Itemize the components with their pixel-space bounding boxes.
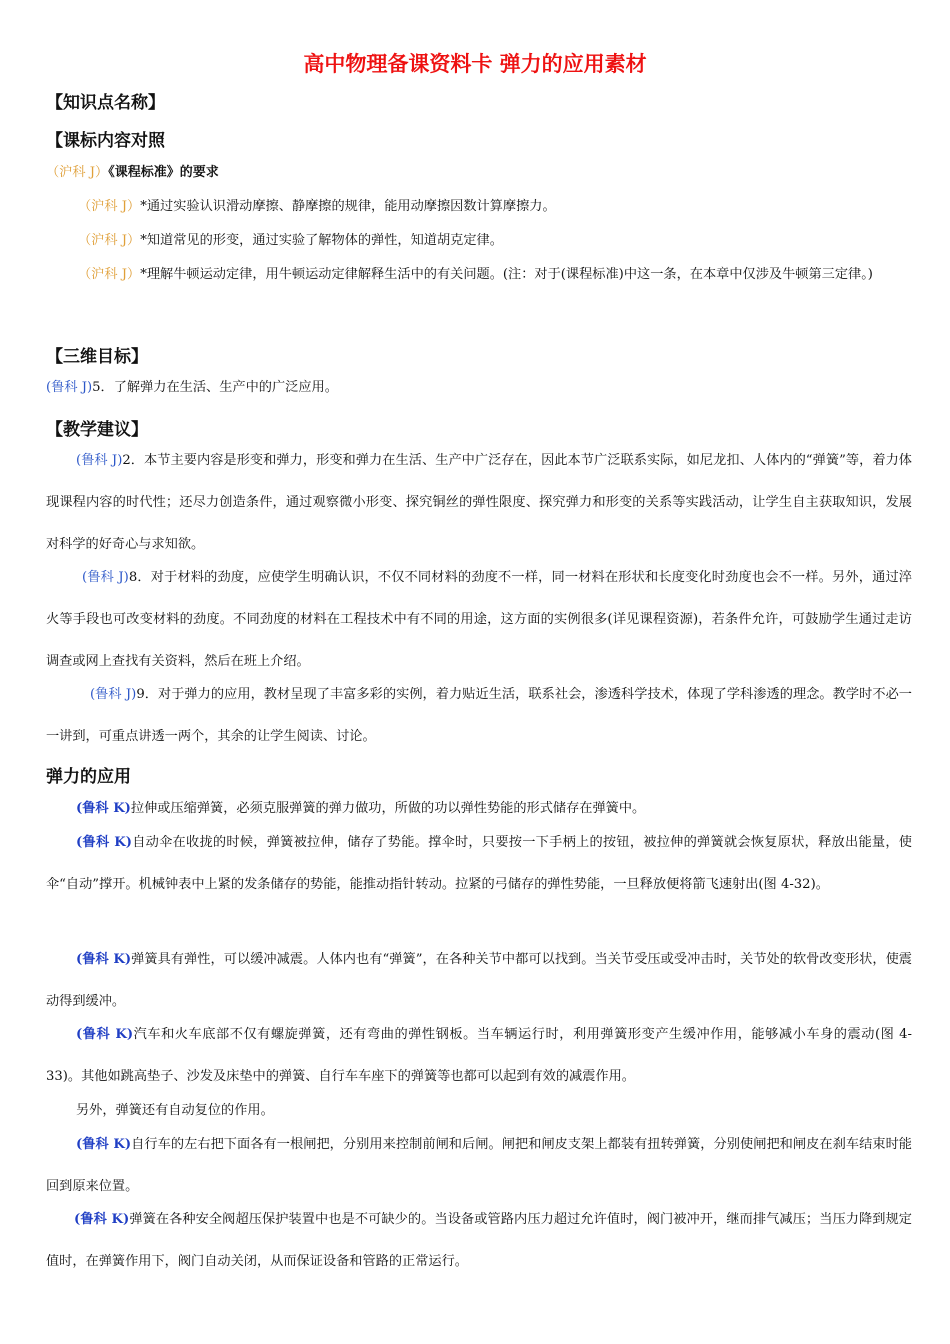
source-tag: (鲁科 K) bbox=[76, 801, 131, 816]
source-tag: (鲁科 K) bbox=[76, 952, 132, 967]
application-item-text: 汽车和火车底部不仅有螺旋弹簧，还有弯曲的弹性钢板。当车辆运行时，利用弹簧形变产生缓冲作用，能够减小车身的震动(图 4-33)。其他如跳高垫子、沙发及床垫中的弹簧、自行车车座下的弹簧等也都可以起到有效的减震作用。 bbox=[46, 1027, 912, 1084]
application-item-2 bbox=[46, 822, 912, 906]
curriculum-item-text: *知道常见的形变，通过实验了解物体的弹性，知道胡克定律。 bbox=[140, 233, 503, 248]
source-tag: (鲁科 K) bbox=[74, 1212, 130, 1227]
heading-knowledge: 【知识点名称】 bbox=[46, 93, 165, 113]
teaching-item-text: 9．对于弹力的应用，教材呈现了丰富多彩的实例，着力贴近生活，联系社会，渗透科学技术，体现了学科渗透的理念。教学时不必一一讲到，可重点讲透一两个，其余的让学生阅读、讨论。 bbox=[46, 687, 912, 744]
heading-goals: 【三维目标】 bbox=[46, 347, 148, 367]
curriculum-item-text: *理解牛顿运动定律，用牛顿运动定律解释生活中的有关问题。(注：对于(课程标准)中这一条，在本章中仅涉及牛顿第三定律。) bbox=[140, 267, 873, 282]
teaching-item-3 bbox=[46, 674, 912, 758]
source-tag: (鲁科 J) bbox=[46, 380, 93, 395]
source-tag: (鲁科 K) bbox=[76, 835, 132, 850]
page-title: 高中物理备课资料卡 弹力的应用素材 bbox=[303, 52, 647, 76]
application-item-text: 另外，弹簧还有自动复位的作用。 bbox=[76, 1103, 274, 1118]
source-tag: (鲁科 J) bbox=[76, 453, 123, 468]
source-tag: （沪科 J） bbox=[46, 165, 109, 180]
application-item-text: 弹簧在各种安全阀超压保护装置中也是不可缺少的。当设备或管路内压力超过允许值时，阀门被冲开，继而排气减压；当压力降到规定值时，在弹簧作用下，阀门自动关闭，从而保证设备和管路的正常运行。 bbox=[46, 1212, 912, 1269]
source-tag: (鲁科 K) bbox=[76, 1027, 134, 1042]
source-tag: (鲁科 J) bbox=[82, 570, 129, 585]
application-item-7 bbox=[46, 1199, 912, 1283]
heading-application: 弹力的应用 bbox=[46, 767, 131, 787]
heading-curriculum: 【课标内容对照 bbox=[46, 131, 165, 151]
teaching-item-text: 8．对于材料的劲度，应使学生明确认识，不仅不同材料的劲度不一样，同一材料在形状和长度变化时劲度也会不一样。另外，通过淬火等手段也可改变材料的劲度。不同劲度的材料在工程技术中有不同的用途，这方面的实例很多(详见课程资源)，若条件允许，可鼓励学生通过走访调查或网上查找有关资料，然后在班上介绍。 bbox=[46, 570, 912, 669]
curriculum-item-3 bbox=[46, 254, 912, 296]
source-tag: （沪科 J） bbox=[78, 199, 141, 214]
source-tag: (鲁科 J) bbox=[90, 687, 137, 702]
goal-item-1 bbox=[46, 367, 912, 409]
curriculum-intro-text: 《课程标准》的要求 bbox=[108, 165, 219, 180]
application-item-3 bbox=[46, 939, 912, 1023]
application-item-text: 弹簧具有弹性，可以缓冲减震。人体内也有“弹簧”，在各种关节中都可以找到。当关节受压或受冲击时，关节处的软骨改变形状，使震动得到缓冲。 bbox=[46, 952, 912, 1009]
application-item-4 bbox=[46, 1014, 912, 1098]
source-tag: （沪科 J） bbox=[78, 267, 141, 282]
heading-teaching: 【教学建议】 bbox=[46, 420, 148, 440]
goal-item-text: 5．了解弹力在生活、生产中的广泛应用。 bbox=[92, 380, 338, 395]
teaching-item-2 bbox=[46, 557, 912, 683]
curriculum-item-text: *通过实验认识滑动摩擦、静摩擦的规律，能用动摩擦因数计算摩擦力。 bbox=[140, 199, 556, 214]
source-tag: (鲁科 K) bbox=[76, 1137, 132, 1152]
source-tag: （沪科 J） bbox=[78, 233, 141, 248]
application-item-text: 自行车的左右把下面各有一根闸把，分别用来控制前闸和后闸。闸把和闸皮支架上都装有扭转弹簧，分别使闸把和闸皮在刹车结束时能回到原来位置。 bbox=[46, 1137, 912, 1194]
application-item-text: 自动伞在收拢的时候，弹簧被拉伸，储存了势能。撑伞时，只要按一下手柄上的按钮，被拉伸的弹簧就会恢复原状，释放出能量，使伞“自动”撑开。机械钟表中上紧的发条储存的势能，能推动指针转动。拉紧的弓储存的弹性势能，一旦释放便将箭飞速射出(图 4-32)。 bbox=[46, 835, 912, 892]
application-item-text: 拉伸或压缩弹簧，必须克服弹簧的弹力做功，所做的功以弹性势能的形式储存在弹簧中。 bbox=[130, 801, 646, 816]
application-item-6 bbox=[46, 1124, 912, 1208]
teaching-item-text: 2．本节主要内容是形变和弹力，形变和弹力在生活、生产中广泛存在，因此本节广泛联系实际，如尼龙扣、人体内的“弹簧”等，着力体现课程内容的时代性；还尽力创造条件，通过观察微小形变、探究铜丝的弹性限度、探究弹力和形变的关系等实践活动，让学生自主获取知识，发展对科学的好奇心与求知欲。 bbox=[46, 453, 912, 552]
teaching-item-1 bbox=[46, 440, 912, 566]
